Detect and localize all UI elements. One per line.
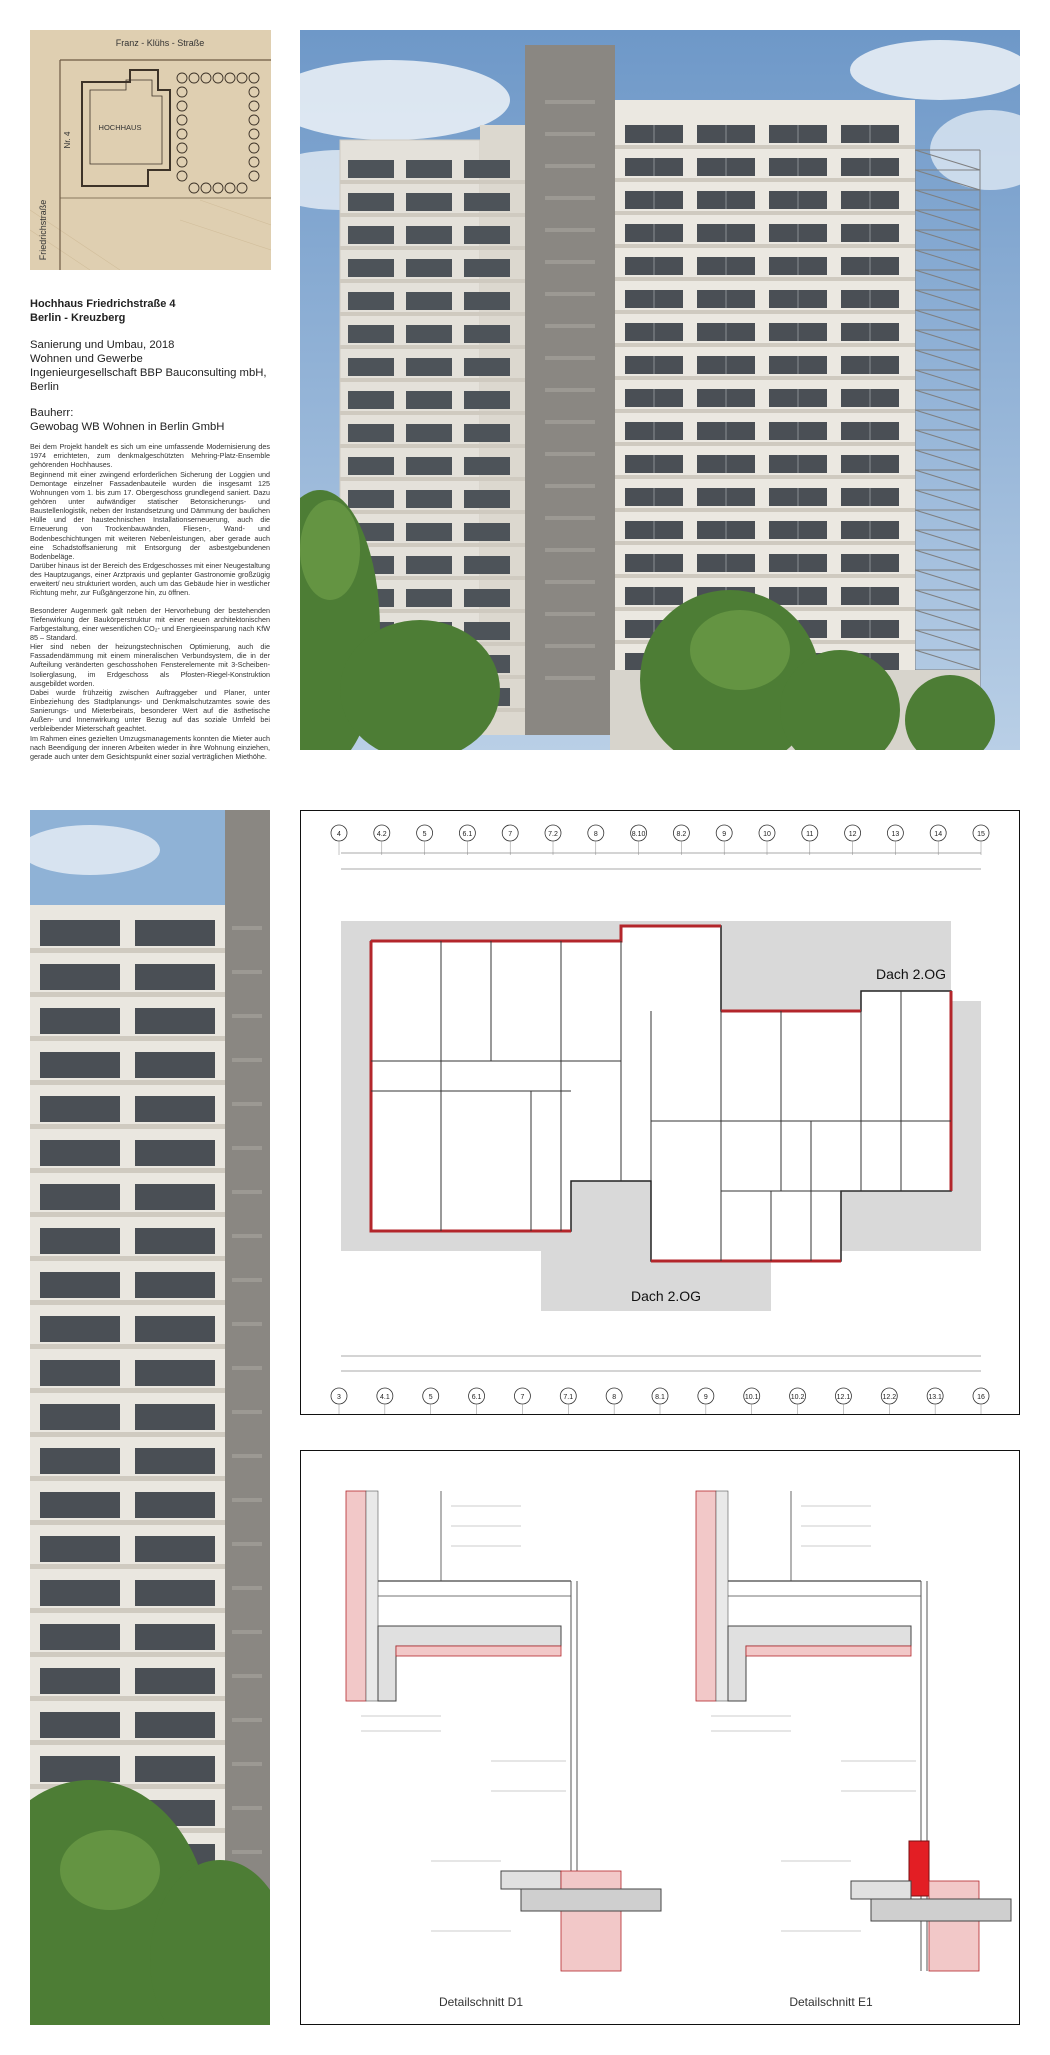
map-building-label: HOCHHAUS (98, 123, 142, 132)
section-e1 (696, 1491, 1011, 2009)
axis-label: 7.2 (548, 831, 558, 838)
axis-label: 4 (337, 831, 341, 838)
axis-label: 7 (520, 1394, 525, 1401)
floor-plan-drawing (300, 810, 1020, 1415)
project-title: Hochhaus Friedrichstraße 4 (30, 298, 176, 310)
axis-label: 10 (763, 831, 771, 838)
map-house-number: Nr. 4 (63, 131, 72, 149)
axis-label: 5 (422, 831, 427, 838)
axis-label: 6.1 (462, 831, 473, 838)
axis-label: 10.1 (744, 1394, 759, 1401)
project-engineer: Ingenieurgesellschaft BBP Bauconsulting mbH, (30, 366, 267, 379)
axis-label: 15 (977, 831, 985, 838)
section-d1 (346, 1491, 661, 2009)
client-name: Gewobag WB Wohnen in Berlin GmbH (30, 421, 225, 434)
description-paragraph: Dabei wurde frühzeitig zwischen Auftraggeber und Planer, unter Einbeziehung des Stadtplanungs- und Denkmalschutzamtes sowie des Sanierungs- und Mieterbeirats, besonderer Wert auf die ästhetische Außen- und Innenwirkung unter Bezug auf das soziale Umfeld bei verbleibender Mieterschaft geachtet. (30, 687, 270, 734)
axis-label: 12.2 (882, 1394, 897, 1401)
axis-label: 16 (977, 1394, 985, 1401)
axis-label: 5 (428, 1394, 433, 1401)
axis-label: 8.10 (631, 831, 646, 838)
site-plan-map (30, 30, 271, 270)
axis-label: 12.1 (836, 1394, 851, 1401)
axis-label: 4.2 (376, 831, 387, 838)
axis-label: 13.1 (928, 1394, 942, 1401)
roof-label-upper: Dach 2.OG (876, 966, 947, 982)
map-street-left: Friedrichstraße (38, 199, 48, 261)
project-location: Berlin - Kreuzberg (30, 311, 126, 324)
axis-label: 8 (593, 831, 598, 838)
project-scope: Sanierung und Umbau, 2018 (30, 338, 175, 351)
axis-label: 11 (806, 831, 814, 838)
section-d1-title: Detailschnitt D1 (438, 1995, 524, 2009)
axis-label: 6.1 (471, 1394, 482, 1401)
axis-label: 8 (612, 1394, 617, 1401)
roof-label-lower: Dach 2.OG (631, 1288, 702, 1304)
axis-label: 3 (337, 1394, 341, 1401)
description-paragraph: Hier sind neben der heizungstechnischen Optimierung, auch die Fassadendämmung mit einem mineralischen Verbundsystem, die in der Aufteilung veränderten geschosshohen Fensterelemente mit 3-Scheiben-Isolierglasung, im Erdgeschoss als Pfosten-Riegel-Konstruktion ausgebildet worden. (30, 642, 270, 688)
building-photo (300, 30, 1020, 750)
project-engineer-city: Berlin (30, 380, 59, 393)
axis-label: 10.2 (790, 1394, 805, 1401)
axis-label: 8.1 (655, 1394, 665, 1401)
axis-label: 9 (703, 1394, 708, 1401)
description-paragraph: Besonderer Augenmerk galt neben der Hervorhebung der bestehenden Tiefenwirkung der Baukörperstruktur mit einer neuen architektonischen Farbgestaltung, einer wesentlichen CO₂- und Energieeinsparung nach KfW 85 – Standard. (30, 605, 270, 642)
axis-label: 8.2 (676, 831, 687, 838)
description-paragraph: Darüber hinaus ist der Bereich des Erdgeschosses mit einer Neugestaltung des Hauptzugangs, einer Arztpraxis und geplanter Gastronomie großzügig erweitert/ neu strukturiert worden, auch um das Gebäude hier in westlicher Richtung mehr, zur Fußgängerzone hin, zu öffnen. (30, 560, 270, 598)
project-usage: Wohnen und Gewerbe (30, 352, 143, 365)
axis-label: 7.1 (563, 1394, 574, 1401)
project-description (30, 298, 270, 761)
facade-detail-photo (30, 810, 270, 2025)
section-e1-title: Detailschnitt E1 (789, 1995, 873, 2009)
description-paragraph: Beginnend mit einer zwingend erforderlichen Sicherung der Loggien und Demontage einzelner Fassadenbauteile wurden die insgesamt 125 Wohnungen vom 1. bis zum 17. Obergeschoss grundlegend saniert. Dazu gehören unter aufwändiger statischer Betonsicherungs- und Baustellenlogistik, neben der Instandsetzung und Dämmung der baulichen Hülle und der haustechnischen Installationserneuerung, auch die Erneuerung von Trockenbauwänden, Fliesen-, Wand- und Bodenbeschichtungen mit weiteren Nebenleistungen, aber gerade auch eine Schadstoffsanierung mit Entsorgung der asbestgebundenen Bodenbeläge. (30, 469, 270, 561)
axis-label: 7 (508, 831, 513, 838)
client-label: Bauherr: (30, 406, 74, 419)
axis-label: 9 (722, 831, 727, 838)
detail-sections-drawing (300, 1450, 1020, 2025)
axis-label: 4.1 (379, 1394, 390, 1401)
axis-label: 13 (891, 831, 900, 838)
map-street-top: Franz - Klühs - Straße (115, 38, 205, 48)
axis-label: 12 (848, 831, 857, 838)
description-paragraph: Im Rahmen eines gezielten Umzugsmanagements konnten die Mieter auch nach Beendigung der inneren Arbeiten wieder in ihre Wohnung einziehen, gerade auch unter dem Gesichtspunkt einer sozial verträglichen Miethöhe. (30, 733, 270, 761)
axis-label: 14 (934, 831, 943, 838)
description-paragraph: Bei dem Projekt handelt es sich um eine umfassende Modernisierung des 1974 errichteten, zum denkmalgeschützten Mehring-Platz-Ensemble gehörenden Hochhauses. (30, 442, 270, 470)
description-body (30, 442, 270, 761)
